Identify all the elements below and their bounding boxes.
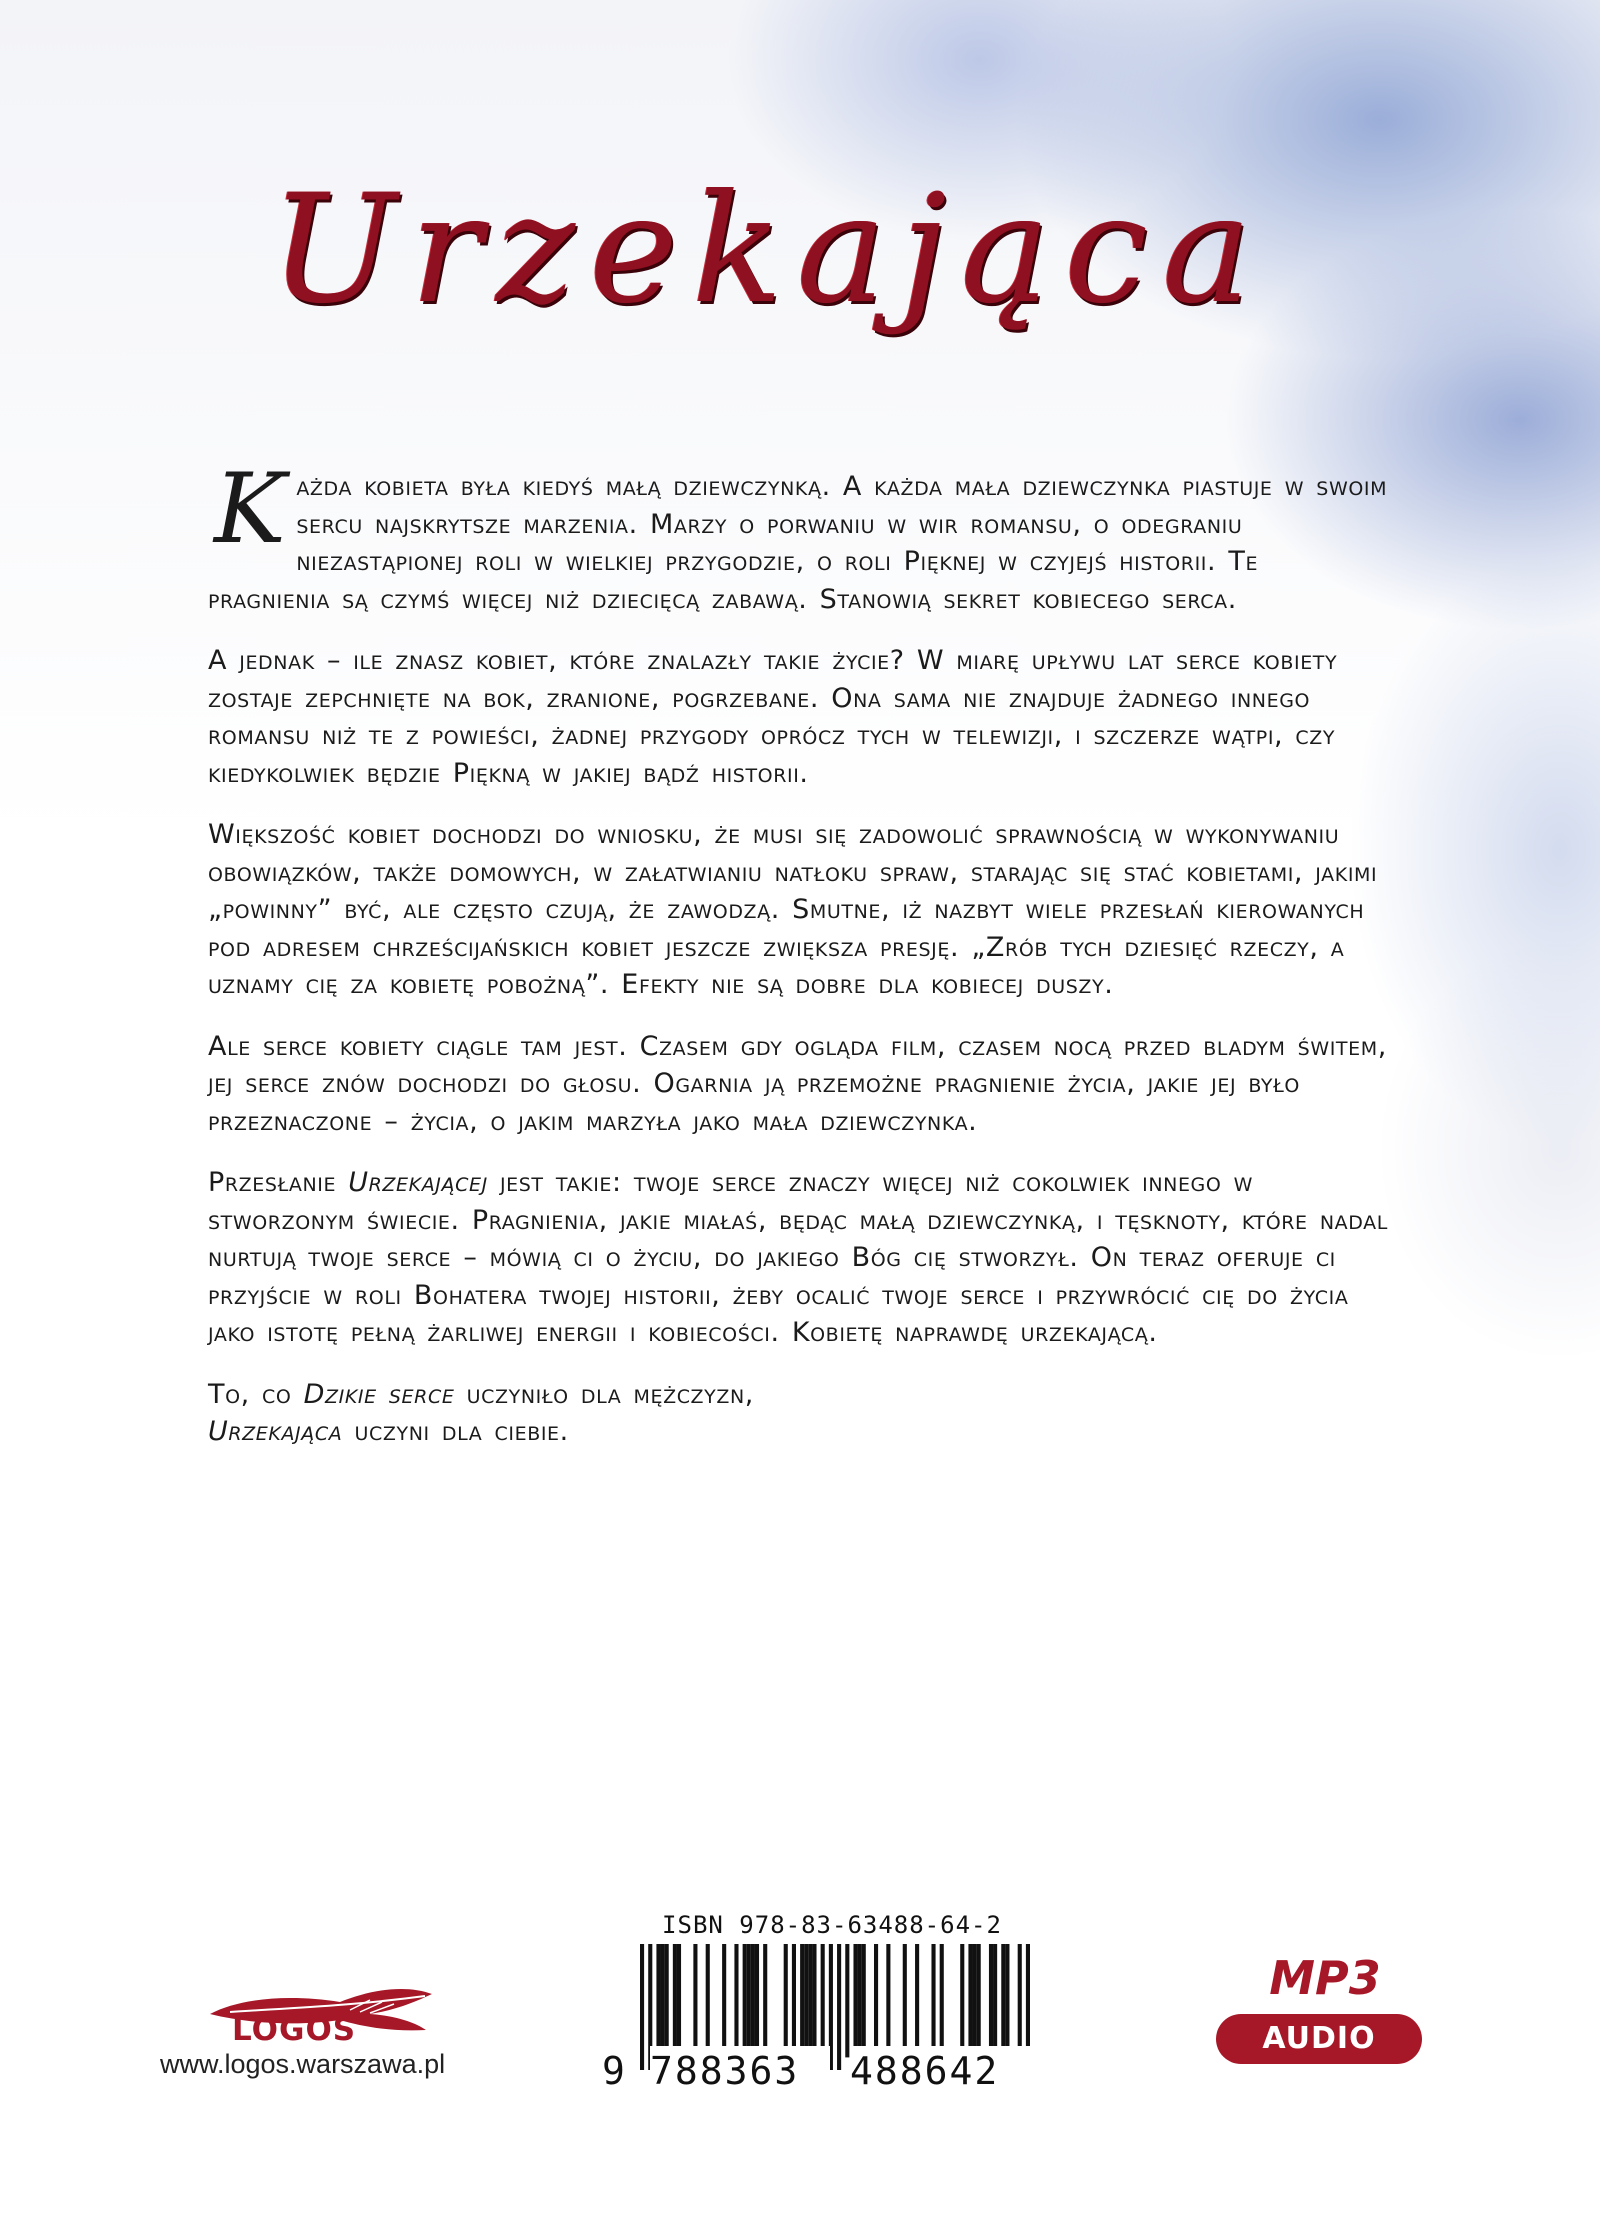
barcode-bar: [845, 1944, 849, 2057]
blurb-paragraph-4: Ale serce kobiety ciągle tam jest. Czasem gdy ogląda film, czasem nocą przed bladym świtem, jej serce znów dochodzi do głosu. Ogarnia ją przemożne pragnienie życia, jakie jej było przeznaczone – życia, o jakim marzyła jako mała dziewczynka.: [208, 1030, 1387, 1137]
barcode-bar: [734, 1944, 738, 2057]
p5-before: Przesłanie: [208, 1167, 349, 1198]
barcode-bar: [800, 1944, 804, 2057]
closing-line1-book: Dzikie serce: [303, 1378, 455, 1410]
closing-statement: [208, 1376, 1388, 1451]
p5-book-name: Urzekającej: [348, 1167, 488, 1198]
closing-line1-before: To, co: [208, 1378, 304, 1410]
closing-line2-book: Urzekająca: [208, 1416, 343, 1447]
barcode-bar: [993, 1944, 997, 2057]
publisher-block: [160, 1980, 490, 2090]
barcode-bar: [763, 1944, 767, 2057]
barcode-bar: [977, 1944, 981, 2057]
mp3-label: MP3: [1269, 1951, 1381, 2005]
barcode-bar: [640, 1944, 644, 2070]
closing-line2-after: uczyni dla ciebie.: [342, 1416, 569, 1447]
barcode-bar: [931, 1944, 935, 2057]
barcode-bar: [960, 1944, 964, 2057]
barcode-bar: [706, 1944, 710, 2057]
barcode-bar: [693, 1944, 697, 2057]
barcode-bar: [837, 1944, 841, 2070]
barcode-bar: [677, 1944, 681, 2057]
barcode-bar: [858, 1944, 862, 2057]
isbn-label: ISBN 978-83-63488-64-2: [662, 1911, 1002, 1939]
ean-first-digit: 9: [602, 2046, 632, 2096]
barcode-bar: [853, 1944, 857, 2057]
barcode-bar: [755, 1944, 759, 2057]
barcode-bar: [743, 1944, 747, 2057]
barcode-bar: [673, 1944, 677, 2057]
barcode-bar: [722, 1944, 726, 2057]
barcode-bar: [661, 1944, 665, 2057]
blurb-paragraph-1: Każda kobieta była kiedyś małą dziewczynką. A każda mała dziewczynka piastuje w swoim sercu najskrytsze marzenia. Marzy o porwaniu w wir romansu, o odegraniu niezastąpionej roli w wielkiej przygodzie, o roli Pięknej w czyjejś historii. Te pragnienia są czymś więcej niż dziecięcą zabawą. Stanowią sekret kobiecego serca.: [208, 453, 1388, 615]
barcode-bar: [656, 1944, 660, 2057]
barcode-bar: [665, 1944, 669, 2057]
publisher-url: www.logos.warszawa.pl: [160, 2049, 446, 2079]
blurb-paragraph-3: Większość kobiet dochodzi do wniosku, że musi się zadowolić sprawnością w wykonywaniu obowiązków, także domowych, w załatwianiu natłoku spraw, starając się stać kobietami, jakimi „powinny” być, ale często czują, że zawodzą. Smutne, iż nazbyt wiele przesłań kierowanych pod adresem chrześcijańskich kobiet jeszcze zwiększa presję. „Zrób tych dziesięć rzeczy, a uznamy cię za kobietę pobożną”. Efekty nie są dobre dla kobiecej duszy.: [208, 819, 1378, 1000]
barcode-bar: [915, 1944, 919, 2057]
barcode-bar: [862, 1944, 866, 2057]
barcode-bar: [886, 1944, 890, 2057]
barcode-bar: [784, 1944, 788, 2057]
ean-right-group: 488642: [850, 2046, 1030, 2096]
barcode-bar: [1001, 1944, 1005, 2057]
barcode-bar: [874, 1944, 878, 2057]
barcode-bar: [989, 1944, 993, 2057]
barcode-bar: [968, 1944, 972, 2057]
barcode-bar: [973, 1944, 977, 2057]
barcode-bar: [747, 1944, 751, 2057]
blurb-paragraph-2: A jednak – ile znasz kobiet, które znalazły takie życie? W miarę upływu lat serce kobiety zostaje zepchnięte na bok, zranione, pogrzebane. Ona sama nie znajduje żadnego innego romansu niż te z powieści, żadnej przygody oprócz tych w telewizji, i szczerze wątpi, czy kiedykolwiek będzie Piękną w jakiej bądź historii.: [208, 645, 1338, 789]
p5-after: jest takie: twoje serce znaczy więcej niż cokolwiek innego w stworzonym świecie. Pragnienia, jakie miałaś, będąc małą dziewczynką, i tęsknoty, które nadal nurtują twoje serce – mówią ci o życiu, do jakiego Bóg cię stworzył. On teraz oferuje ci przyjście w roli Bohatera twojej historii, żeby ocalić twoje serce i przywrócić cię do życia jako istotę pełną żarliwej energii i kobiecości. Kobietę naprawdę urzekającą.: [208, 1167, 1388, 1348]
closing-line1-after: uczyniło dla mężczyzn,: [454, 1378, 754, 1410]
barcode-bar: [812, 1944, 816, 2057]
barcode-bar: [808, 1944, 812, 2057]
barcode-bar: [804, 1944, 808, 2057]
ean-left-group: 788363: [650, 2046, 830, 2096]
book-title: Urzekająca: [270, 163, 1266, 337]
barcode-bar: [1005, 1944, 1009, 2057]
blurb-paragraph-5: [208, 1164, 1388, 1352]
barcode-bar: [940, 1944, 944, 2057]
barcode-bar: [751, 1944, 755, 2057]
mp3-audio-badge: [1216, 1948, 1426, 2088]
barcode-bar: [903, 1944, 907, 2057]
audio-pill: [1216, 2014, 1422, 2064]
barcode-bar: [821, 1944, 825, 2057]
blurb: [208, 453, 1388, 1475]
publisher-logo-text: LOGOS: [232, 2012, 357, 2048]
barcode-bar: [792, 1944, 796, 2057]
audio-label: AUDIO: [1262, 2021, 1376, 2056]
